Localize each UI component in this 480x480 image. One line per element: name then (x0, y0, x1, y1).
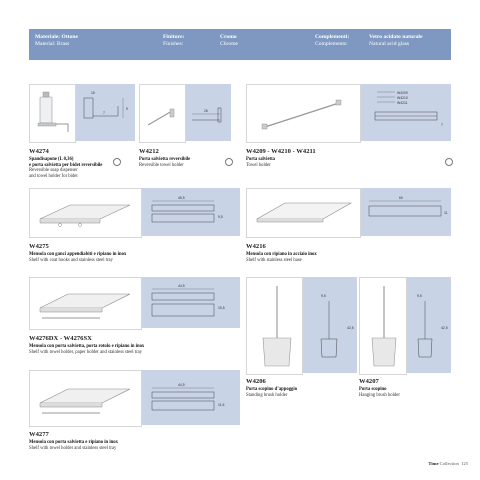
w4216-technical-drawing (361, 188, 451, 236)
page-number: 125 (461, 461, 468, 466)
w4209-description: Porta salvietta Towel holder (246, 157, 276, 168)
w4275-drawing (142, 188, 240, 236)
shelf-paper-holder-illustration (30, 278, 141, 329)
w4274-photo (29, 84, 76, 143)
w4274-dim-a: 15 (91, 91, 95, 95)
w4276-dim-height: 15,5 (218, 306, 225, 310)
w4206-technical-drawing (303, 277, 357, 373)
long-towel-holder-illustration (247, 85, 360, 142)
w4274-dim-c: 7 (103, 111, 105, 115)
w4207-code: W4207 (359, 378, 379, 385)
w4275-technical-drawing (142, 188, 240, 236)
soap-dispenser-illustration (30, 85, 75, 142)
w4277-drawing (142, 370, 240, 425)
w4276-description: Mensola con porta salvietta, porta rotolo e ripiano in inox Shelf with towel holder, paper holder and stainless steel tray (29, 344, 145, 355)
w4207-description: Porta scopino Hanging brush holder (359, 387, 400, 398)
w4206-drawing (303, 277, 357, 373)
w4206-dim-height: 42,5 (347, 326, 354, 330)
w4212-finish-swatch (225, 158, 233, 166)
w4275-photo (29, 188, 142, 238)
w4212-code: W4212 (139, 148, 159, 155)
w4276-drawing (142, 277, 240, 328)
w4216-drawing (361, 188, 451, 236)
w4277-dim-height: 11,5 (218, 403, 225, 407)
w4275-description: Mensola con ganci appendiabiti e ripiano in inox Shelf with coat hooks and stainless steel tray (29, 252, 127, 263)
w4277-technical-drawing (142, 370, 240, 425)
shelf-hooks-illustration (30, 189, 141, 237)
w4274-technical-drawing (76, 84, 135, 141)
w4216-dim-width: 60 (399, 196, 403, 200)
w4212-description: Porta salvietta reversibile Reversible towel holder (139, 157, 191, 168)
material-label-it: Materiale: Ottone (35, 34, 79, 40)
w4276-technical-drawing (142, 277, 240, 328)
w4276-photo (29, 277, 142, 330)
w4277-code: W4277 (29, 431, 49, 438)
w4212-technical-drawing (186, 84, 231, 141)
page-footer (428, 461, 468, 466)
w4209-code: W4209 - W4210 - W4211 (246, 148, 316, 155)
w4274-description: Spandisapone (L 0,36) e porta salvietta per bidet reversibile Reversible soap dispenser and towel holder for bidet (29, 157, 103, 179)
finish-value-en: Chrome (220, 40, 239, 47)
footer-brand: Time (428, 461, 439, 466)
w4209-finish-swatch (445, 158, 453, 166)
w4277-photo (29, 370, 142, 427)
hanging-brush-holder-illustration (360, 278, 406, 374)
header-finishes (157, 29, 309, 60)
w4206-description: Porta scopino d’appoggio Standing brush holder (246, 387, 298, 398)
w4209-technical-drawing (361, 84, 451, 141)
standing-brush-holder-illustration (247, 278, 302, 374)
w4209-code-2: W4210 (397, 96, 408, 100)
w4209-code-1: W4209 (397, 91, 408, 95)
w4209-code-3: W4211 (397, 101, 408, 105)
w4274-finish-swatch (113, 158, 121, 166)
w4209-drawing (361, 84, 451, 141)
w4276-code: W4276DX - W4276SX (29, 335, 92, 342)
w4275-dim-width: 45,5 (178, 196, 185, 200)
w4212-dim: 26 (204, 109, 208, 113)
w4212-drawing (186, 84, 231, 141)
w4207-photo (359, 277, 407, 375)
w4206-code: W4206 (246, 378, 266, 385)
w4276-dim-width: 44,5 (178, 284, 185, 288)
steel-shelf-illustration (247, 189, 360, 237)
compl-label-it: Complementi: (315, 34, 350, 40)
finish-label-it: Finiture: (163, 34, 185, 40)
towel-holder-illustration (140, 85, 185, 142)
compl-label-en: Complements: (315, 40, 348, 47)
header-bar (29, 29, 157, 60)
w4206-photo (246, 277, 303, 375)
w4206-dim-width: 9,5 (321, 294, 326, 298)
shelf-towel-holder-illustration (30, 371, 141, 426)
w4274-code: W4274 (29, 148, 49, 155)
w4209-photo (246, 84, 361, 143)
footer-collection: Collection (439, 461, 459, 466)
material-label-en: Material: Brass (35, 40, 70, 47)
compl-value-it: Vetro acidato naturale (369, 34, 423, 40)
w4216-photo (246, 188, 361, 238)
w4277-description: Mensola con porta salvietta e ripiano in inox Shelf with towel holder and stainless steel tray (29, 440, 118, 451)
finish-value-it: Cromo (220, 34, 237, 40)
compl-value-en: Natural acid glass (369, 40, 410, 47)
header-complements (309, 29, 451, 60)
w4207-drawing (407, 277, 451, 373)
w4207-dim-height: 42,5 (441, 326, 448, 330)
w4209-dim-height: 7 (441, 123, 443, 127)
w4274-drawing (76, 84, 135, 141)
w4274-dim-b: 9 (126, 107, 128, 111)
w4207-dim-width: 9,5 (417, 294, 422, 298)
w4216-dim-height: 11 (444, 211, 448, 215)
w4277-dim-width: 44,5 (178, 383, 185, 387)
w4212-photo (139, 84, 186, 143)
w4275-code: W4275 (29, 243, 49, 250)
w4216-description: Mensola con ripiano in acciaio inox Shelf with stainless steel base (246, 252, 317, 263)
w4275-dim-height: 9,5 (218, 215, 223, 219)
w4207-technical-drawing (407, 277, 451, 373)
w4216-code: W4216 (246, 243, 266, 250)
finish-label-en: Finishes: (163, 40, 184, 47)
